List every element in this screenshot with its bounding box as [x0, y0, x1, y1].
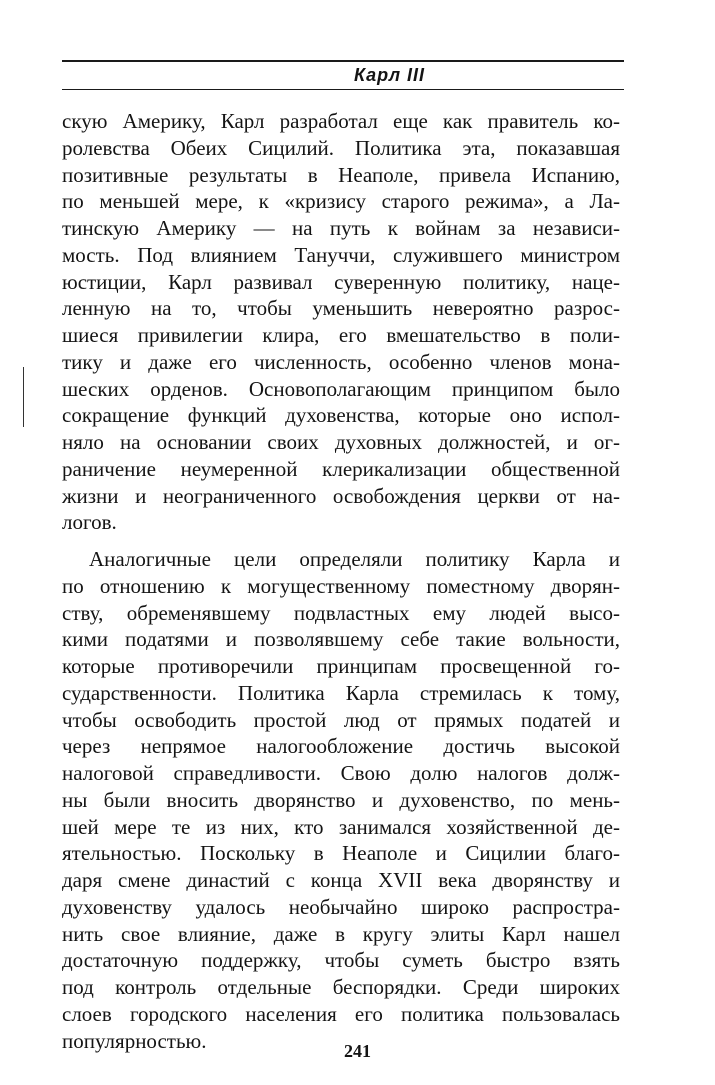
text-line: нить свое влияние, даже в кругу элиты Карл нашел	[62, 921, 620, 946]
paragraph	[62, 108, 620, 536]
text-line: мость. Под влиянием Тануччи, служившего министром	[62, 242, 620, 267]
text-line: налоговой справедливости. Свою долю налогов долж-	[62, 761, 620, 785]
text-line: жизни и неограниченного освобождения церкви от на-	[62, 483, 620, 508]
text-line: достаточную поддержку, чтобы суметь быстро взять	[62, 948, 620, 973]
body-text	[62, 108, 620, 1054]
text-line: кими податями и позволявшему себе такие вольности,	[62, 627, 620, 652]
text-line: под контроль отдельные беспорядки. Среди широких	[62, 975, 620, 999]
text-line: скую Америку, Карл разработал еще как правитель ко-	[62, 109, 620, 133]
text-line: по отношению к могущественному поместному дворян-	[62, 573, 620, 598]
margin-mark	[23, 367, 24, 427]
text-line: популярностью.	[62, 1028, 207, 1053]
text-line: сударственности. Политика Карла стремилась к тому,	[62, 680, 620, 705]
text-line: шеских орденов. Основополагающим принципом было	[62, 376, 620, 401]
text-line: юстиции, Карл развивал суверенную политику, наце-	[62, 269, 620, 294]
text-line: через непрямое налогообложение достичь высокой	[62, 734, 620, 759]
text-line: духовенству удалось необычайно широко распростра-	[62, 894, 620, 919]
text-line: сокращение функций духовенства, которые оно испол-	[62, 403, 620, 428]
text-line: ны были вносить дворянство и духовенство, по мень-	[62, 787, 620, 812]
text-line: ролевства Обеих Сицилий. Политика эта, показавшая	[62, 135, 620, 160]
text-line: позитивные результаты в Неаполе, привела Испанию,	[62, 162, 620, 187]
text-line: шиеся привилегии клира, его вмешательство в поли-	[62, 323, 620, 347]
text-line: по меньшей мере, к «кризису старого режима», а Ла-	[62, 189, 620, 214]
text-line: слоев городского населения его политика пользовалась	[62, 1001, 620, 1026]
text-line: ленную на то, чтобы уменьшить невероятно разрос-	[62, 296, 620, 321]
text-line: даря смене династий с конца XVII века дворянству и	[62, 868, 620, 892]
paragraph	[62, 546, 620, 1054]
text-line: ству, обременявшему подвластных ему людей высо-	[62, 600, 620, 625]
text-line: тинскую Америку — на путь к войнам за независи-	[62, 216, 620, 240]
text-line: ятельностью. Поскольку в Неаполе и Сицилии благо-	[62, 841, 620, 866]
text-line: тику и даже его численность, особенно членов мона-	[62, 349, 620, 374]
text-line: которые противоречили принципам просвещенной го-	[62, 654, 620, 678]
running-head-title: Карл III	[354, 65, 426, 85]
running-head	[62, 60, 624, 90]
text-line: няло на основании своих духовных должностей, и ог-	[62, 430, 620, 454]
text-line: логов.	[62, 510, 117, 535]
text-line: раничение неумеренной клерикализации общественной	[62, 456, 620, 481]
paragraph-gap	[62, 536, 620, 546]
text-line: шей мере те из них, кто занимался хозяйственной де-	[62, 814, 620, 839]
page-number: 241	[344, 1041, 371, 1061]
text-line: Аналогичные цели определяли политику Карла и	[89, 547, 620, 571]
text-line: чтобы освободить простой люд от прямых податей и	[62, 707, 620, 732]
